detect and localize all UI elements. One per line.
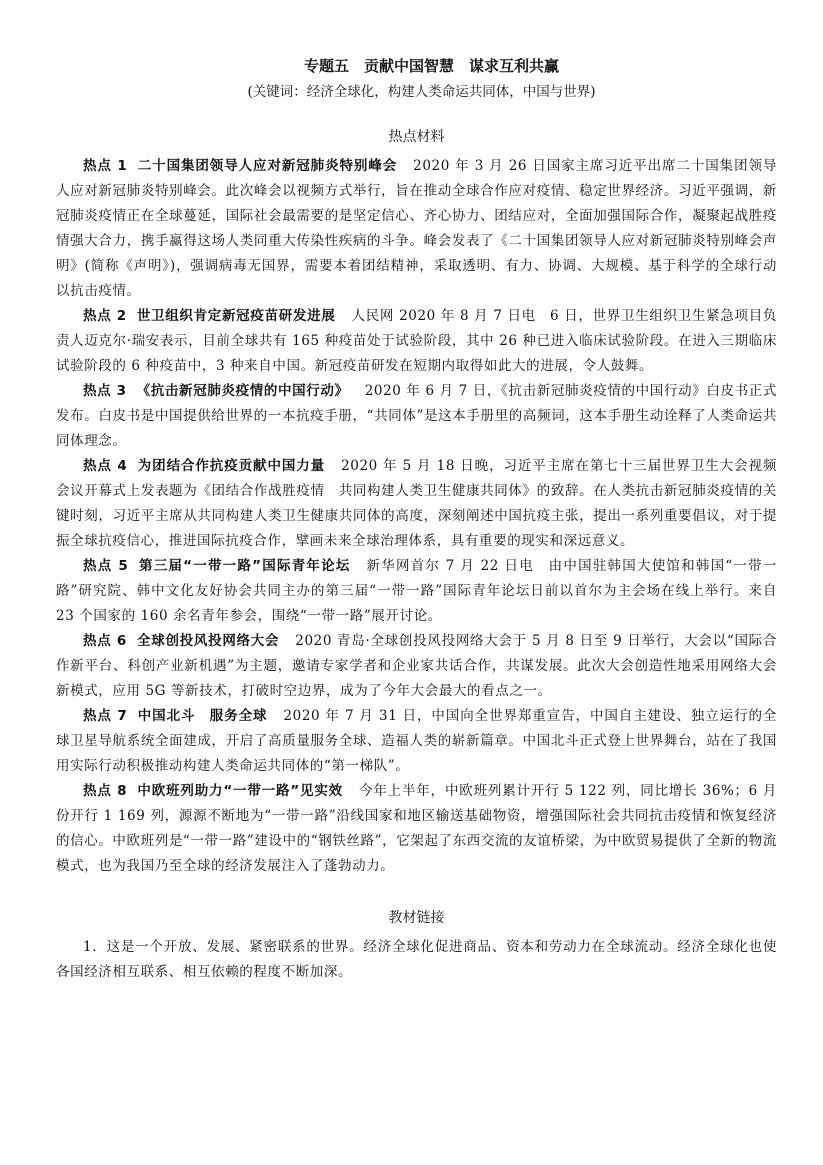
hot-item	[56, 154, 777, 304]
hot-item	[56, 779, 777, 879]
page-title: 专题五 贡献中国智慧 谋求互利共赢	[303, 57, 559, 75]
hot-item-body: 新华网首尔 7 月 22 日电 由中国驻韩国大使馆和韩国“一带一路”研究院、韩中文化友好协会共同主办的第三届“一带一路”国际青年论坛日前以首尔为主会场在线上举行。来自 23 个国家的 160 余名青年参会，围绕“一带一路”展开讨论。	[56, 558, 777, 624]
hot-item-body: 人民网 2020 年 8 月 7 日电 6 日，世界卫生组织卫生紧急项目负责人迈克尔·瑞安表示，目前全球共有 165 种疫苗处于试验阶段，其中 26 种已进入临床试验阶段。在进入三期临床试验阶段的 6 种疫苗中，3 种来自中国。新冠疫苗研发在短期内取得如此大的进展，令人鼓舞。	[56, 308, 777, 374]
hot-item-title: 第三届“一带一路”国际青年论坛	[138, 558, 351, 574]
hot-item-title: 《抗击新冠肺炎疫情的中国行动》	[136, 383, 349, 399]
hot-item-title: 全球创投风投网络大会	[136, 633, 280, 649]
hot-item-body: 2020 年 5 月 18 日晚，习近平主席在第七十三届世界卫生大会视频会议开幕式上发表题为《团结合作战胜疫情 共同构建人类卫生健康共同体》的致辞。在人类抗击新冠肺炎疫情的关键时刻，习近平主席从共同构建人类卫生健康共同体的高度，深刻阐述中国抗疫主张，提出一系列重要倡议，对于提振全球抗疫信心，推进国际抗疫合作，擘画未来全球治理体系，具有重要的现实和深远意义。	[56, 458, 777, 549]
hot-item-body: 2020 年 3 月 26 日国家主席习近平出席二十国集团领导人应对新冠肺炎特别峰会。此次峰会以视频方式举行，旨在推动全球合作应对疫情、稳定世界经济。习近平强调，新冠肺炎疫情正在全球蔓延，国际社会最需要的是坚定信心、齐心协力、团结应对，全面加强国际合作，凝聚起战胜疫情强大合力，携手赢得这场人类同重大传染性疾病的斗争。峰会发表了《二十国集团领导人应对新冠肺炎特别峰会声明》(简称《声明》)，强调病毒无国界，需要本着团结精神，采取透明、有力、协调、大规模、基于科学的全球行动以抗击疫情。	[56, 158, 777, 299]
keywords-line: (关键词：经济全球化，构建人类命运共同体，中国与世界)	[247, 84, 596, 100]
hot-items-list	[56, 154, 777, 879]
hot-item-label: 热点 4	[83, 458, 128, 474]
hot-item-title: 二十国集团领导人应对新冠肺炎特别峰会	[137, 158, 398, 174]
hot-item-label: 热点 3	[83, 383, 127, 399]
hot-item-label: 热点 8	[83, 783, 128, 799]
hot-section-heading: 热点材料	[388, 129, 445, 145]
hot-item-label: 热点 1	[83, 158, 128, 174]
hot-item-label: 热点 5	[83, 558, 129, 574]
hot-item-title: 为团结合作抗疫贡献中国力量	[137, 458, 326, 474]
textbook-item: 1．这是一个开放、发展、紧密联系的世界。经济全球化促进商品、资本和劳动力在全球流动。经济全球化也使各国经济相互联系、相互依赖的程度不断加深。	[56, 939, 777, 980]
hot-item	[56, 454, 777, 554]
hot-item-title: 世卫组织肯定新冠疫苗研发进展	[136, 308, 336, 324]
hot-item	[56, 704, 777, 779]
hot-item	[56, 379, 777, 454]
hot-item-body: 2020 年 6 月 7 日，《抗击新冠肺炎疫情的中国行动》白皮书正式发布。白皮书是中国提供给世界的一本抗疫手册，“共同体”是这本手册里的高频词，这本手册生动诠释了人类命运共同体理念。	[56, 383, 778, 449]
hot-item-body: 2020 年 7 月 31 日，中国向全世界郑重宣告，中国自主建设、独立运行的全球卫星导航系统全面建成，开启了高质量服务全球、造福人类的崭新篇章。中国北斗正式登上世界舞台，站在了我国用实际行动积极推动构建人类命运共同体的“第一梯队”。	[56, 708, 777, 774]
hot-item-body: 今年上半年，中欧班列累计开行 5 122 列，同比增长 36%；6 月份开行 1 169 列，源源不断地为“一带一路”沿线国家和地区输送基础物资，增强国际社会共同抗击疫情和恢复经济的信心。中欧班列是“一带一路”建设中的“钢铁丝路”，它架起了东西交流的友谊桥梁，为中欧贸易提供了全新的物流模式，也为我国乃至全球的经济发展注入了蓬勃动力。	[56, 783, 777, 874]
hot-item-label: 热点 2	[83, 308, 127, 324]
textbook-section-heading: 教材链接	[388, 910, 445, 926]
hot-item-label: 热点 7	[83, 708, 128, 724]
hot-item-label: 热点 6	[83, 633, 127, 649]
hot-item-title: 中欧班列助力“一带一路”见实效	[137, 783, 343, 799]
hot-item-title: 中国北斗 服务全球	[137, 708, 268, 724]
hot-item	[56, 629, 777, 704]
hot-item-body: 2020 青岛·全球创投风投网络大会于 5 月 8 日至 9 日举行，大会以“国际合作新平台、科创产业新机遇”为主题，邀请专家学者和企业家共话合作，共谋发展。此次大会创造性地采用网络大会新模式，应用 5G 等新技术，打破时空边界，成为了今年大会最大的看点之一。	[56, 633, 778, 699]
hot-item	[56, 304, 777, 379]
hot-item	[56, 554, 777, 629]
